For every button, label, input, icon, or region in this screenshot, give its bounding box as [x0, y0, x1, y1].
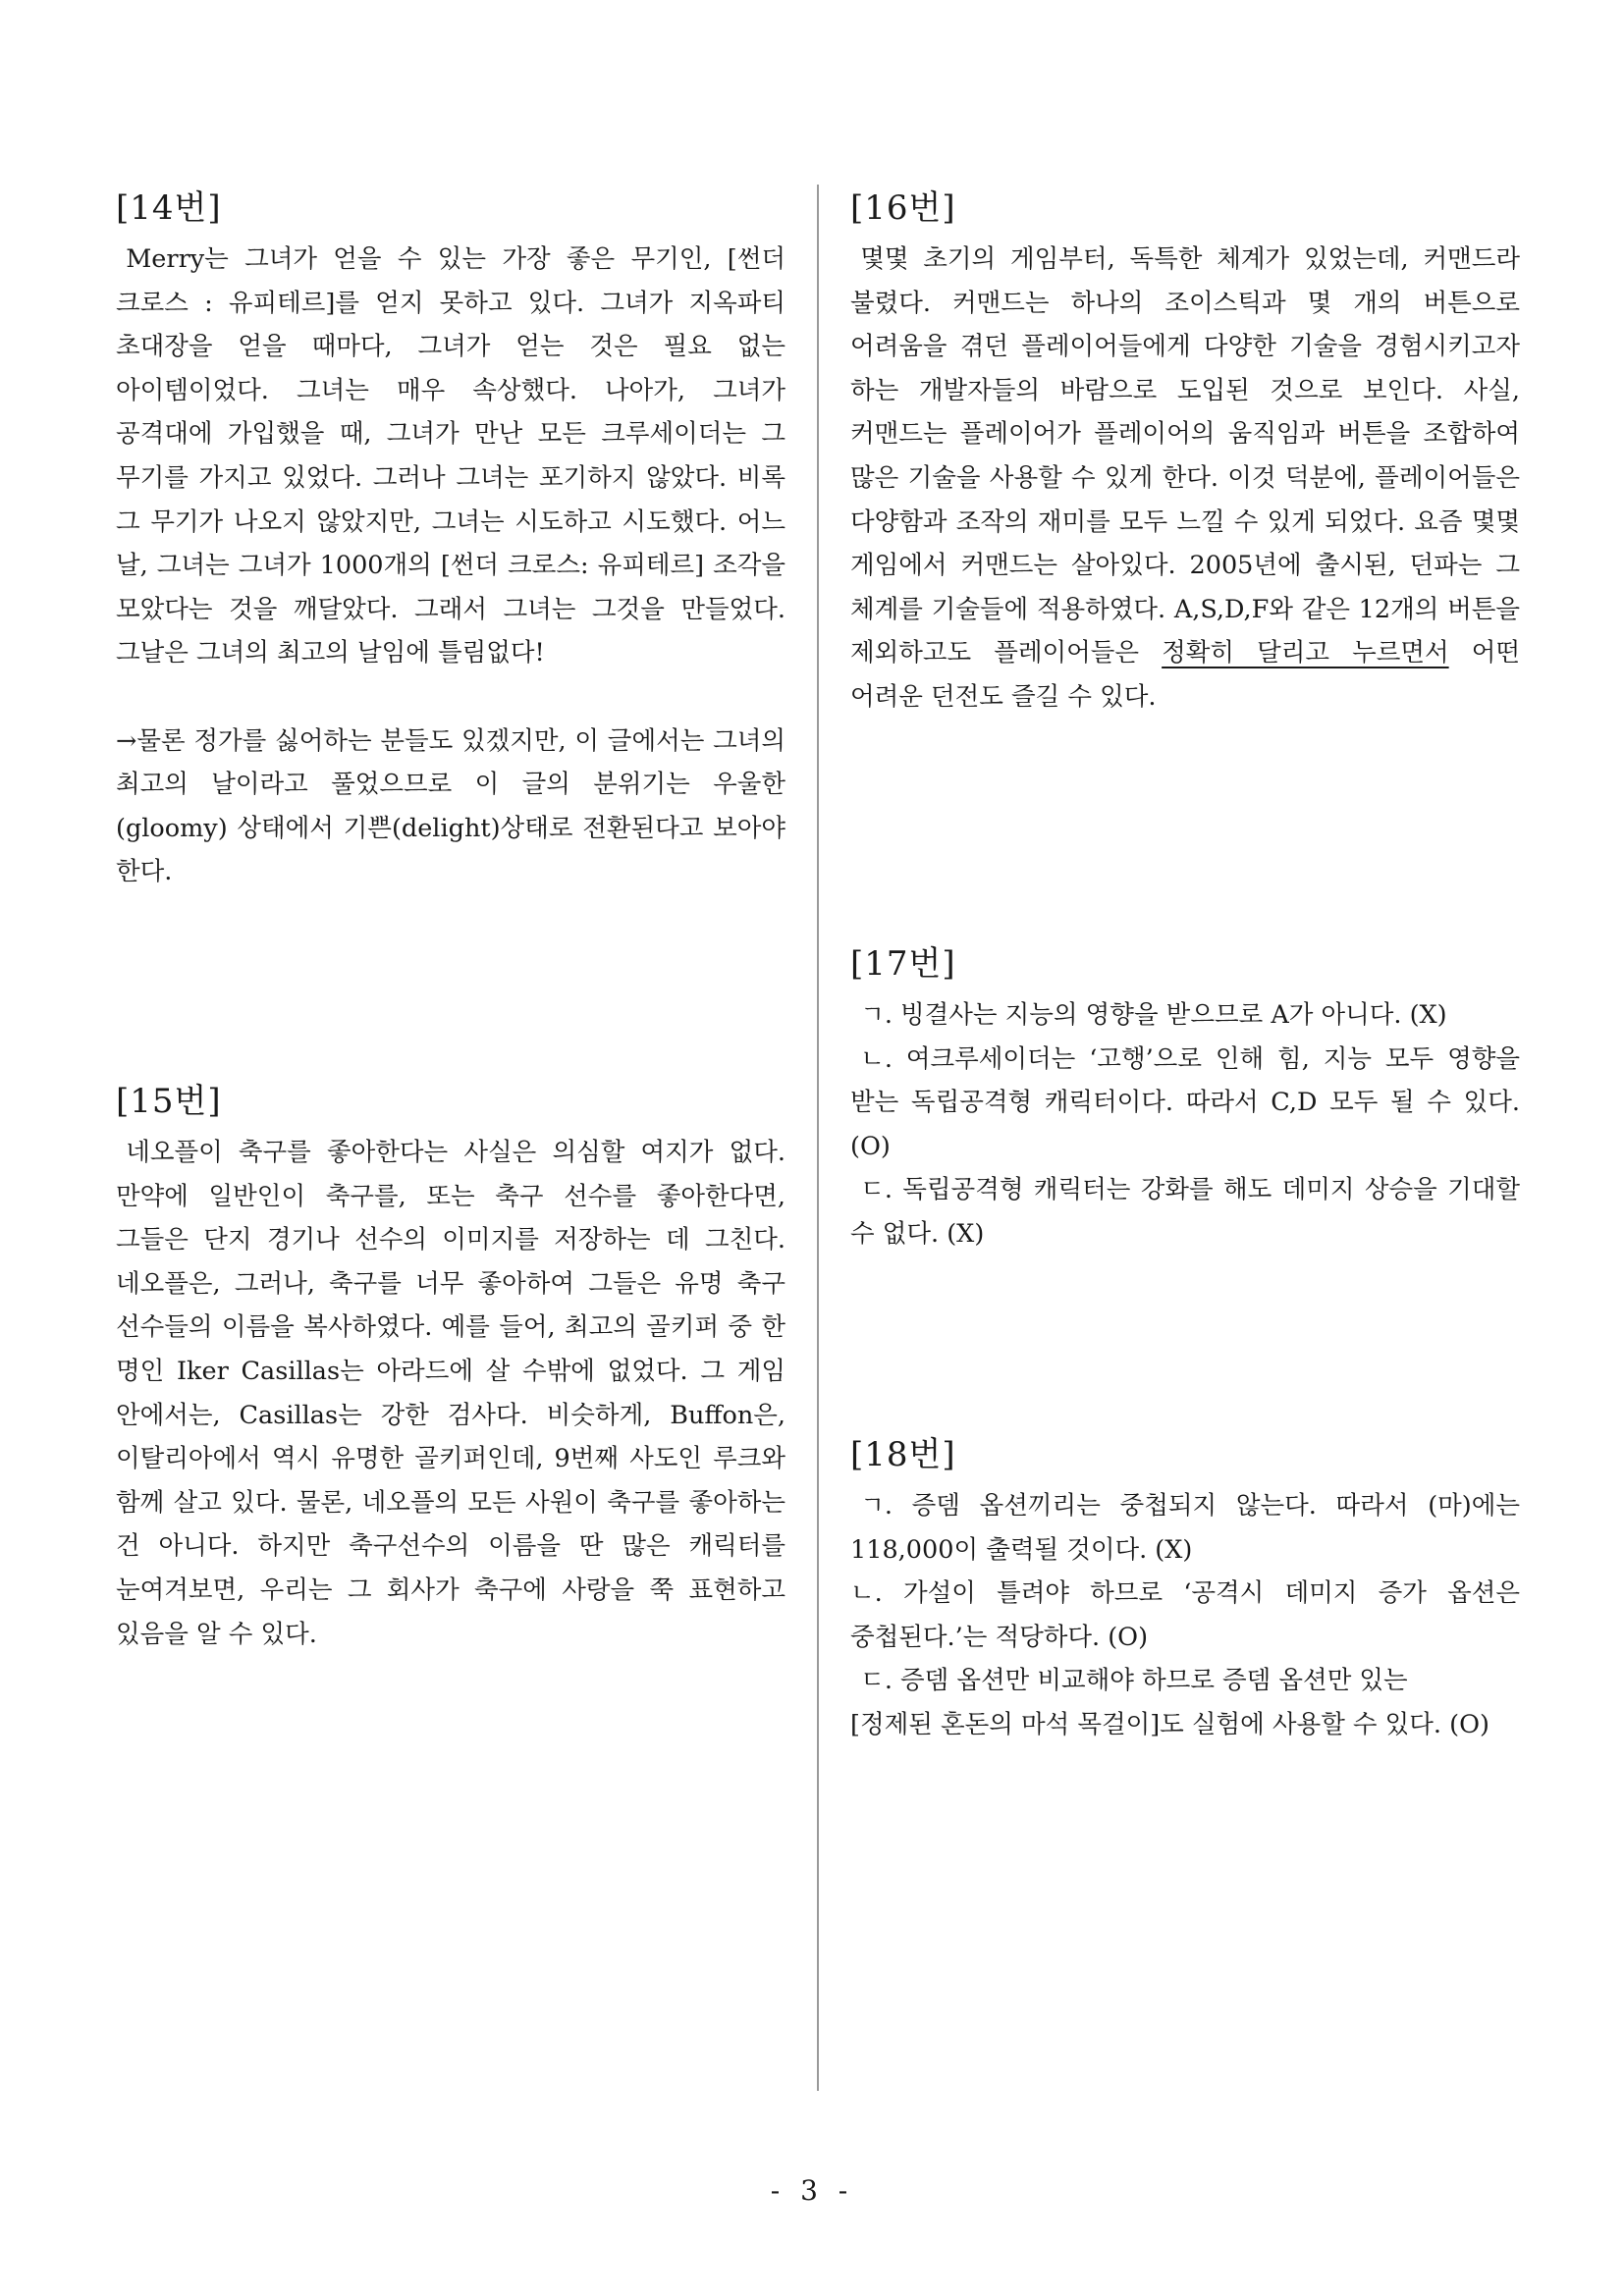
question-16-text-before: 몇몇 초기의 게임부터, 독특한 체계가 있었는데, 커맨드라 불렸다. 커맨드는 하나의 조이스틱과 몇 개의 버튼으로 어려움을 겪던 플레이어들에게 다양한 기술을 경험시키고자 하는 개발자들의 바람으로 도입된 것으로 보인다. 사실, 커맨드는 플레이어가 플레이어의 움직임과 버튼을 조합하여 많은 기술을 사용할 수 있게 한다. 이것 덕분에, 플레이어들은 다양함과 조작의 재미를 모두 느낄 수 있게 되었다. 요즘 몇몇 게임에서 커맨드는 살아있다. 2005년에 출시된, 던파는 그 체계를 기술들에 적용하였다. A,S,D,F와 같은 12개의 버튼을 제외하고도 플레이어들은 [850, 244, 1520, 668]
question-14-note: →물론 정가를 싫어하는 분들도 있겠지만, 이 글에서는 그녀의 최고의 날이라고 풀었으므로 이 글의 분위기는 우울한(gloomy) 상태에서 기쁜(delight)상태로 전환된다고 보아야 한다. [116, 725, 785, 887]
question-18-item-3-continued: [정제된 혼돈의 마석 목걸이]도 실험에 사용할 수 있다. (O) [850, 1709, 1489, 1739]
question-15 [116, 1080, 785, 1656]
question-14-heading: [14번] [116, 188, 222, 228]
question-18-heading: [18번] [850, 1435, 956, 1474]
question-15-heading: [15번] [116, 1082, 222, 1121]
column-divider [817, 185, 819, 2091]
page-number: - 3 - [770, 2174, 854, 2207]
question-17-item-3: ㄷ. 독립공격형 캐릭터는 강화를 해도 데미지 상승을 기대할 수 없다. (X) [850, 1175, 1520, 1249]
left-column [116, 187, 785, 1649]
question-18-item-3: ㄷ. 증뎀 옵션만 비교해야 하므로 증뎀 옵션만 있는 [860, 1666, 1408, 1696]
question-17-heading: [17번] [850, 944, 956, 984]
question-17-item-1: ㄱ. 빙결사는 지능의 영향을 받으므로 A가 아니다. (X) [860, 1000, 1447, 1030]
right-column [850, 187, 1520, 1739]
question-15-paragraph: 네오플이 축구를 좋아한다는 사실은 의심할 여지가 없다. 만약에 일반인이 축구를, 또는 축구 선수를 좋아한다면, 그들은 단지 경기나 선수의 이미지를 저장하는 데 그친다. 네오플은, 그러나, 축구를 너무 좋아하여 그들은 유명 축구 선수들의 이름을 복사하였다. 예를 들어, 최고의 골키퍼 중 한 명인 Iker Casillas는 아라드에 살 수밖에 없었다. 그 게임 안에서는, Casillas는 강한 검사다. 비슷하게, Buffon은, 이탈리아에서 역시 유명한 골키퍼인데, 9번째 사도인 루크와 함께 살고 있다. 물론, 네오플의 모든 사원이 축구를 좋아하는 건 아니다. 하지만 축구선수의 이름을 딴 많은 캐릭터를 눈여겨보면, 우리는 그 회사가 축구에 사랑을 쭉 표현하고 있음을 알 수 있다. [116, 1138, 785, 1649]
question-14 [116, 187, 785, 894]
question-18 [850, 1433, 1520, 1747]
question-17-item-2: ㄴ. 여크루세이더는 ‘고행’으로 인해 힘, 지능 모두 영향을 받는 독립공격형 캐릭터이다. 따라서 C,D 모두 될 수 있다. (O) [850, 1043, 1520, 1161]
question-16 [850, 187, 1520, 720]
question-16-paragraph [850, 238, 1520, 720]
question-16-underlined-phrase: 정확히 달리고 누르면서 [1162, 638, 1449, 668]
question-16-text-after: 어떤 어려운 던전도 즐길 수 있다. [850, 638, 1520, 712]
question-16-heading: [16번] [850, 188, 956, 228]
question-18-item-1: ㄱ. 증뎀 옵션끼리는 중첩되지 않는다. 따라서 (마)에는 118,000이 출력될 것이다. (X) [850, 1491, 1520, 1565]
question-18-item-2: ㄴ. 가설이 틀려야 하므로 ‘공격시 데미지 증가 옵션은 중첩된다.’는 적당하다. (O) [850, 1578, 1520, 1652]
question-17 [850, 942, 1520, 1256]
question-14-paragraph: Merry는 그녀가 얻을 수 있는 가장 좋은 무기인, [썬더 크로스 : 유피테르]를 얻지 못하고 있다. 그녀가 지옥파티 초대장을 얻을 때마다, 그녀가 얻는 것은 필요 없는 아이템이었다. 그녀는 매우 속상했다. 나아가, 그녀가 공격대에 가입했을 때, 그녀가 만난 모든 크루세이더는 그 무기를 가지고 있었다. 그러나 그녀는 포기하지 않았다. 비록 그 무기가 나오지 않았지만, 그녀는 시도하고 시도했다. 어느 날, 그녀는 그녀가 1000개의 [썬더 크로스: 유피테르] 조각을 모았다는 것을 깨달았다. 그래서 그녀는 그것을 만들었다. 그날은 그녀의 최고의 날임에 틀림없다! [116, 244, 785, 668]
